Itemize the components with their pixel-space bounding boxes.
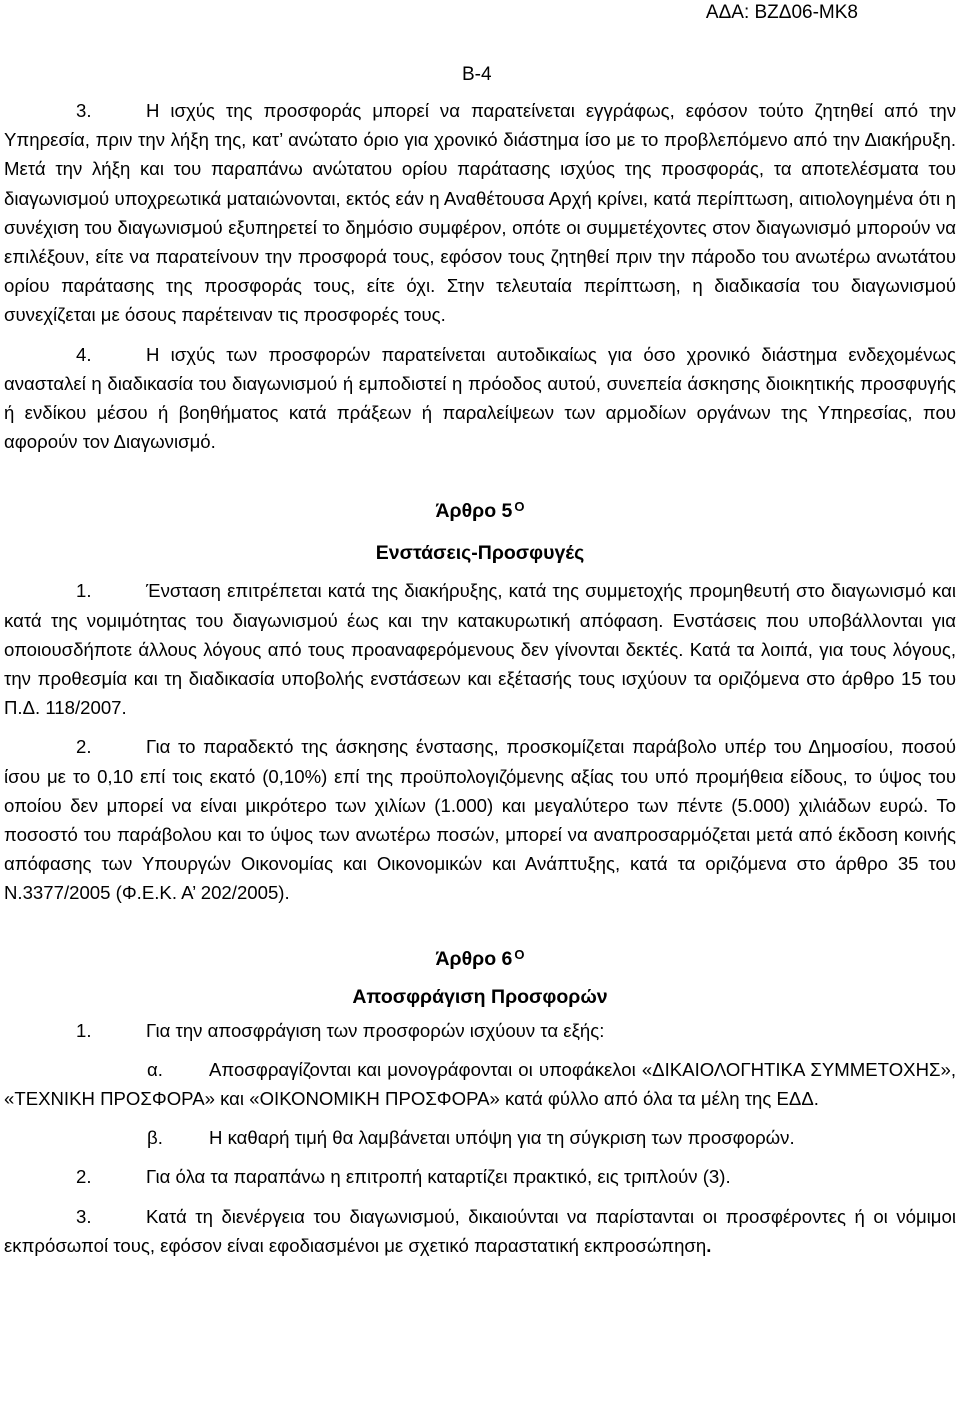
article-6-item-b (4, 1123, 956, 1152)
paragraph-end-mark: . (706, 1234, 712, 1256)
article-6-paragraph-3 (4, 1202, 956, 1260)
paragraph-text: Η ισχύς των προσφορών παρατείνεται αυτοδικαίως για όσο χρονικό διάστημα ενδεχομένως ανασταλεί η διαδικασία του διαγωνισμού ή εμποδιστεί η πρόοδος αυτού, συνεπεία άσκησης διοικητικής προσφυγής ή ενδίκου μέσου ή βοηθήματος κατά πράξεων ή παραλείψεων των αρμοδίων οργάνων της Υπηρεσίας, που αφορούν τον Διαγωνισμό. (4, 343, 956, 453)
article-6-paragraph-2 (4, 1162, 956, 1191)
item-letter: β. (147, 1127, 163, 1149)
item-text: Η καθαρή τιμή θα λαμβάνεται υπόψη για τη σύγκριση των προσφορών. (209, 1127, 795, 1149)
paragraph-number: 3. (76, 1205, 92, 1227)
paragraph-text: Ένσταση επιτρέπεται κατά της διακήρυξης, κατά της συμμετοχής προμηθευτή στο διαγωνισμό και κατά της νομιμότητας του διαγωνισμού έως και την κατακυρωτική απόφαση. Ενστάσεις που υποβάλλονται για οποιουσδήποτε άλλους λόγους από τους προαναφερόμενους δεν γίνονται δεκτές. Κατά τα λοιπά, για τους λόγους, την προθεσμία και τη διαδικασία υποβολής ενστάσεων και εξέτασής τους ισχύουν τα οριζόμενα στο άρθρο 15 του Π.Δ. 118/2007. (4, 580, 956, 719)
paragraph-text: Η ισχύς της προσφοράς μπορεί να παρατείνεται εγγράφως, εφόσον τούτο ζητηθεί από την Υπηρεσία, πριν την λήξη της, κατ’ ανώτατο όριο για χρονικό διάστημα ίσο με το προβλεπόμενο από την Διακήρυξη. Μετά την λήξη και του παραπάνω ανώτατου ορίου παράτασης ισχύος της προσφοράς, τα αποτελέσματα του διαγωνισμού υποχρεωτικά ματαιώνονται, εκτός εάν η Αναθέτουσα Αρχή κρίνει, κατά περίπτωση, αιτιολογημένα ότι η συνέχιση του διαγωνισμού εξυπηρετεί το δημόσιο συμφέρον, οπότε οι συμμετέχοντες στον διαγωνισμό μπορούν να επιλέξουν, είτε να παρατείνουν την προσφορά τους, εφόσον τους ζητηθεί πριν την πάροδο του ανωτέρω ανωτάτου ορίου παράτασης της προσφοράς τους, είτε όχι. Στην τελευταία περίπτωση, η διαδικασία του διαγωνισμού συνεχίζεται με όσους παρέτειναν τις προσφορές τους. (4, 100, 956, 326)
article-6-item-a (4, 1055, 956, 1113)
page-number: Β-4 (462, 64, 492, 85)
paragraph-text: Κατά τη διενέργεια του διαγωνισμού, δικαιούνται να παρίστανται οι προσφέροντες ή οι νόμιμοι εκπρόσωποί τους, εφόσον είναι εφοδιασμένοι με σχετικό παραστατική εκπροσώπηση (4, 1205, 956, 1256)
item-text: Αποσφραγίζονται και μονογράφονται οι υποφάκελοι «ΔΙΚΑΙΟΛΟΓΗΤΙΚΑ ΣΥΜΜΕΤΟΧΗΣ», «ΤΕΧΝΙΚΗ ΠΡΟΣΦΟΡΑ» και «ΟΙΚΟΝΟΜΙΚΗ ΠΡΟΣΦΟΡΑ» κατά φύλλο από όλα τα μέλη της ΕΔΔ. (4, 1058, 956, 1110)
paragraph-3 (4, 96, 956, 330)
paragraph-number: 1. (76, 1019, 92, 1041)
paragraph-text: Για όλα τα παραπάνω η επιτροπή καταρτίζει πρακτικό, εις τριπλούν (3). (146, 1166, 731, 1188)
paragraph-text: Για το παραδεκτό της άσκησης ένστασης, προσκομίζεται παράβολο υπέρ του Δημοσίου, ποσού ίσου με το 0,10 επί τοις εκατό (0,10%) επί της προϋπολογιζόμενης αξίας του υπό προμήθεια είδους, το ύψος του οποίου δεν μπορεί να είναι μικρότερο των χιλίων (1.000) και μεγαλύτερο των πέντε (5.000) χιλιάδων ευρώ. Το ποσοστό του παράβολου και το ύψος των ανωτέρω ποσών, μπορεί να αναπροσαρμόζεται μετά από έκδοση κοινής απόφασης των Υπουργών Οικονομίας και Οικονομικών και Ανάπτυξης, κατά τα οριζόμενα στο άρθρο 35 του Ν.3377/2005 (Φ.Ε.Κ. Α’ 202/2005). (4, 736, 956, 904)
article-5-paragraph-1 (4, 576, 956, 722)
item-letter: α. (147, 1058, 163, 1080)
article-5-heading (4, 496, 956, 526)
article-5-title: Ενστάσεις-Προσφυγές (375, 542, 585, 565)
paragraph-text: Για την αποσφράγιση των προσφορών ισχύουν τα εξής: (146, 1019, 605, 1041)
paragraph-number: 3. (76, 100, 92, 121)
paragraph-4 (4, 340, 956, 457)
article-number: Άρθρο 6 (435, 947, 513, 970)
document-code: ΑΔΑ: ΒΖΔ06-ΜΚ8 (705, 2, 858, 23)
paragraph-number: 2. (76, 736, 92, 758)
paragraph-number: 1. (76, 580, 92, 602)
article-number: Άρθρο 5 (435, 500, 513, 523)
ordinal-marker: Ο (514, 499, 525, 515)
paragraph-number: 4. (76, 343, 92, 365)
ordinal-marker: Ο (514, 946, 525, 962)
paragraph-number: 2. (76, 1166, 92, 1188)
article-6-heading (4, 944, 956, 974)
article-6-title: Αποσφράγιση Προσφορών (352, 985, 608, 1008)
article-5-paragraph-2 (4, 732, 956, 907)
document-body (4, 96, 956, 1270)
article-6-paragraph-1 (4, 1016, 956, 1045)
